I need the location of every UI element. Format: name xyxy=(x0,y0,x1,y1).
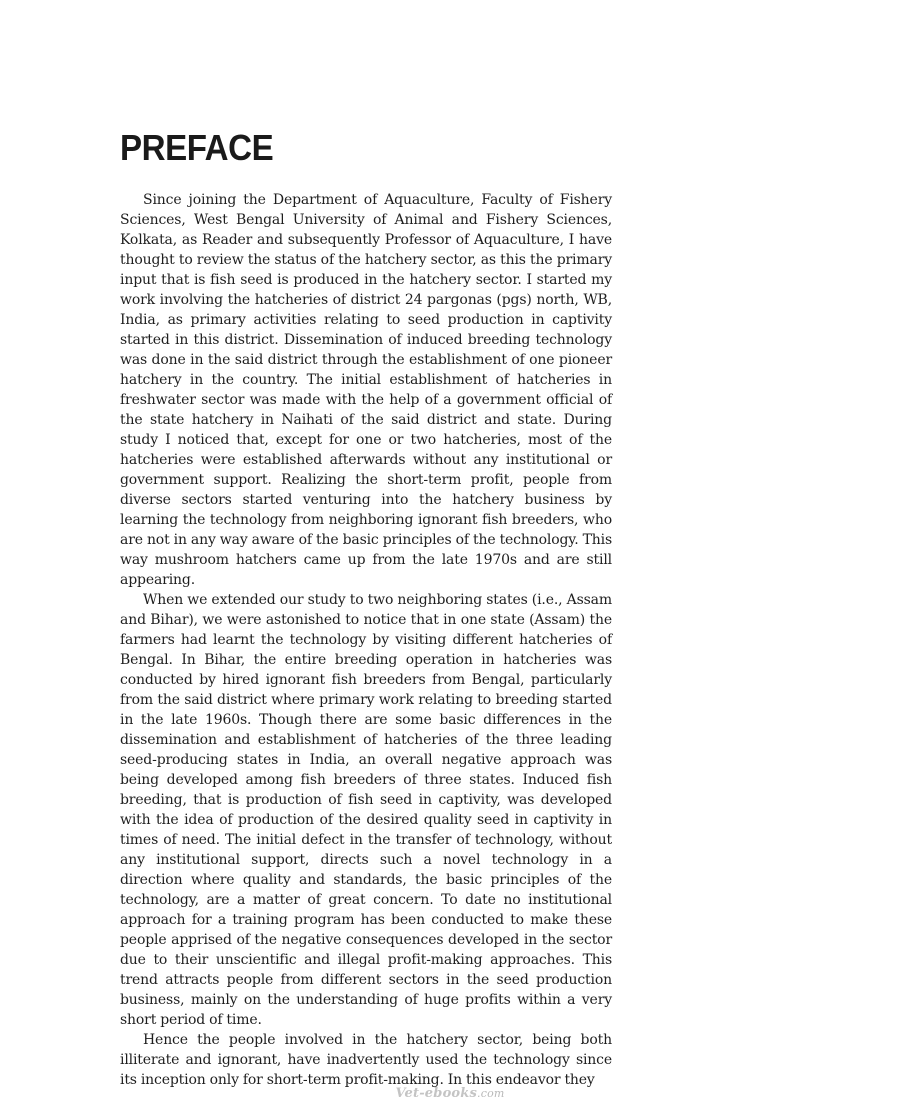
watermark xyxy=(0,1086,900,1101)
watermark-brand: Vet-ebooks xyxy=(395,1086,478,1101)
preface-body xyxy=(120,190,612,1090)
paragraph-3: Hence the people involved in the hatchery sector, being both illiterate and ignorant, have inadvertently used the technology since its inception only for short-term profit-making. In this endeavor they xyxy=(120,1032,612,1088)
paragraph-1: Since joining the Department of Aquaculture, Faculty of Fishery Sciences, West Bengal University of Animal and Fishery Sciences, Kolkata, as Reader and subsequently Professor of Aquaculture, I have thought to review the status of the hatchery sector, as this the primary input that is fish seed is produced in the hatchery sector. I started my work involving the hatcheries of district 24 pargonas (pgs) north, WB, India, as primary activities relating to seed production in captivity started in this district. Dissemination of induced breeding technology was done in the said district through the establishment of one pioneer hatchery in the country. The initial establishment of hatcheries in freshwater sector was made with the help of a government official of the state hatchery in Naihati of the said district and state. During study I noticed that, except for one or two hatcheries, most of the hatcheries were established afterwards without any institutional or government support. Realizing the short-term profit, people from diverse sectors started venturing into the hatchery business by learning the technology from neighboring ignorant fish breeders, who are not in any way aware of the basic principles of the technology. This way mushroom hatchers came up from the late 1970s and are still appearing. xyxy=(120,192,612,588)
watermark-suffix: .com xyxy=(477,1087,505,1100)
paragraph-2: When we extended our study to two neighboring states (i.e., Assam and Bihar), we were astonished to notice that in one state (Assam) the farmers had learnt the technology by visiting different hatcheries of Bengal. In Bihar, the entire breeding operation in hatcheries was conducted by hired ignorant fish breeders from Bengal, particularly from the said district where primary work relating to breeding started in the late 1960s. Though there are some basic differences in the dissemination and establishment of hatcheries of the three leading seed-producing states in India, an overall negative approach was being developed among fish breeders of three states. Induced fish breeding, that is production of fish seed in captivity, was developed with the idea of production of the desired quality seed in captivity in times of need. The initial defect in the transfer of technology, without any institutional support, directs such a novel technology in a direction where quality and standards, the basic principles of the technology, are a matter of great concern. To date no institutional approach for a training program has been conducted to make these people apprised of the negative consequences developed in the sector due to their unscientific and illegal profit-making approaches. This trend attracts people from different sectors in the seed production business, mainly on the understanding of huge profits within a very short period of time. xyxy=(120,592,612,1028)
page-title: PREFACE xyxy=(120,127,274,168)
